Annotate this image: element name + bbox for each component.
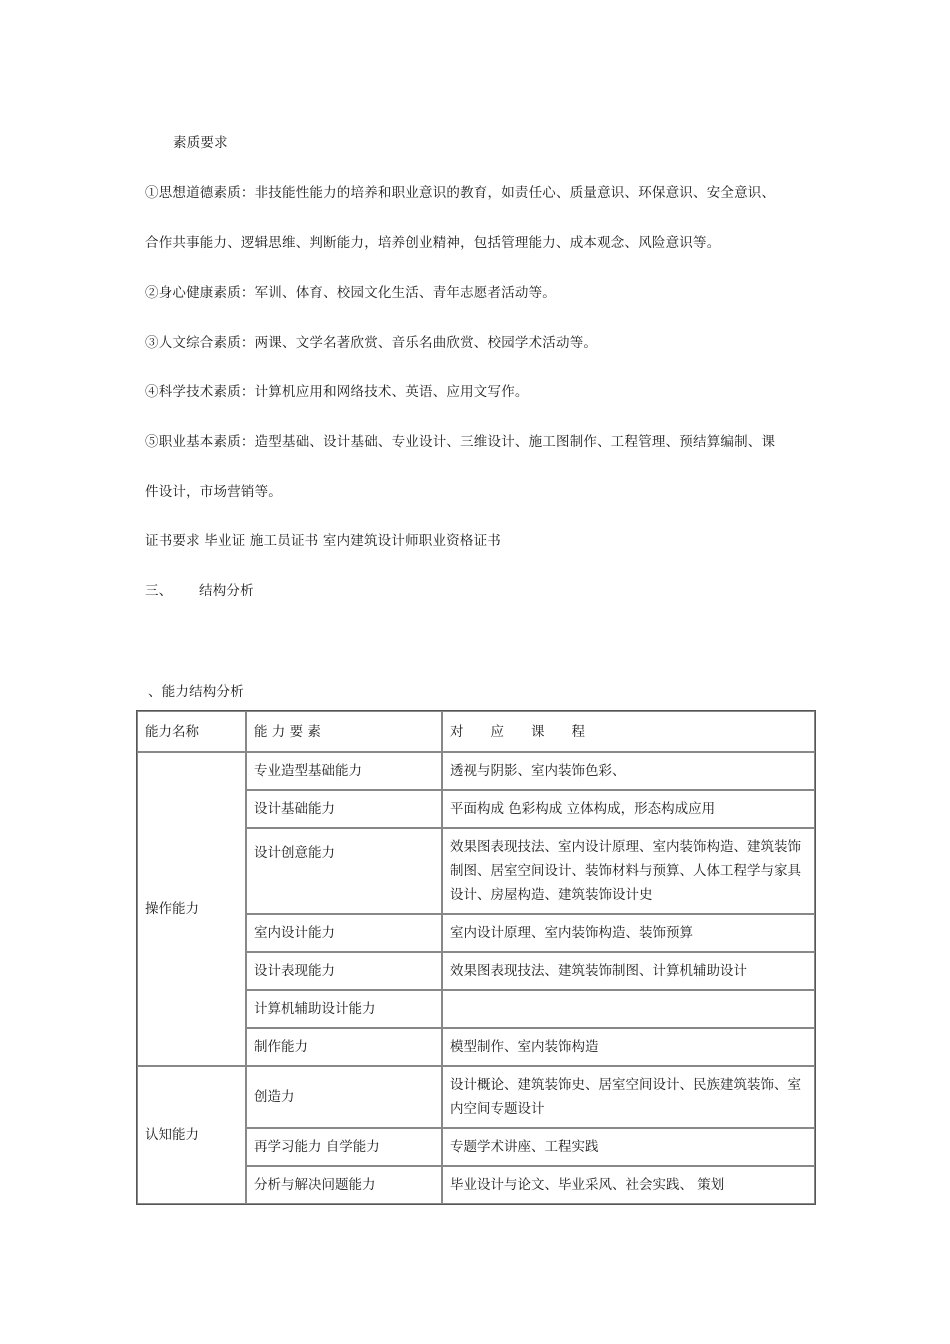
certificate-requirements: 证书要求 毕业证 施工员证书 室内建筑设计师职业资格证书 [145, 533, 501, 549]
course-list: 平面构成 色彩构成 立体构成，形态构成应用 [442, 790, 815, 828]
course-list: 室内设计原理、室内装饰构造、装饰预算 [442, 914, 815, 952]
ability-element: 设计创意能力 [246, 828, 442, 914]
ability-element: 再学习能力 自学能力 [246, 1128, 442, 1166]
category-cognition: 认知能力 [137, 1066, 246, 1204]
section-number: 三、 [145, 583, 173, 599]
course-list [442, 990, 815, 1028]
course-list: 模型制作、室内装饰构造 [442, 1028, 815, 1066]
header-courses: 对 应 课 程 [442, 711, 815, 752]
course-list: 专题学术讲座、工程实践 [442, 1128, 815, 1166]
ability-element: 设计基础能力 [246, 790, 442, 828]
header-ability-elements: 能 力 要 素 [246, 711, 442, 752]
course-list: 设计概论、建筑装饰史、居室空间设计、民族建筑装饰、室内空间专题设计 [442, 1066, 815, 1128]
ability-element: 制作能力 [246, 1028, 442, 1066]
course-list: 效果图表现技法、建筑装饰制图、计算机辅助设计 [442, 952, 815, 990]
quality-item-2: ②身心健康素质：军训、体育、校园文化生活、青年志愿者活动等。 [145, 285, 556, 301]
course-list: 效果图表现技法、室内设计原理、室内装饰构造、建筑装饰制图、居室空间设计、装饰材料与预算、人体工程学与家具设计、房屋构造、建筑装饰设计史 [442, 828, 815, 914]
quality-item-4: ④科学技术素质：计算机应用和网络技术、英语、应用文写作。 [145, 384, 529, 400]
ability-element: 室内设计能力 [246, 914, 442, 952]
quality-item-3: ③人文综合素质：两课、文学名著欣赏、音乐名曲欣赏、校园学术活动等。 [145, 335, 598, 351]
section-title: 结构分析 [199, 583, 254, 599]
quality-item-5a: ⑤职业基本素质：造型基础、设计基础、专业设计、三维设计、施工图制作、工程管理、预结算编制、课 [145, 434, 776, 450]
table-row [137, 1066, 815, 1128]
quality-item-1b: 合作共事能力、逻辑思维、判断能力，培养创业精神，包括管理能力、成本观念、风险意识等。 [145, 235, 721, 251]
quality-title: 素质要求 [173, 135, 228, 151]
table-header-row [137, 711, 815, 752]
ability-element: 计算机辅助设计能力 [246, 990, 442, 1028]
ability-element: 创造力 [246, 1066, 442, 1128]
table-caption: 、能力结构分析 [148, 684, 244, 700]
category-operation: 操作能力 [137, 752, 246, 1066]
table-row [137, 752, 815, 790]
ability-structure-table [136, 710, 816, 1205]
quality-item-1a: ①思想道德素质：非技能性能力的培养和职业意识的教育，如责任心、质量意识、环保意识、安全意识、 [145, 185, 776, 201]
quality-item-5b: 件设计，市场营销等。 [145, 484, 282, 500]
ability-element: 分析与解决问题能力 [246, 1166, 442, 1204]
course-list: 毕业设计与论文、毕业采风、社会实践、 策划 [442, 1166, 815, 1204]
ability-element: 设计表现能力 [246, 952, 442, 990]
header-ability-name: 能力名称 [137, 711, 246, 752]
course-list: 透视与阴影、室内装饰色彩、 [442, 752, 815, 790]
ability-element: 专业造型基础能力 [246, 752, 442, 790]
